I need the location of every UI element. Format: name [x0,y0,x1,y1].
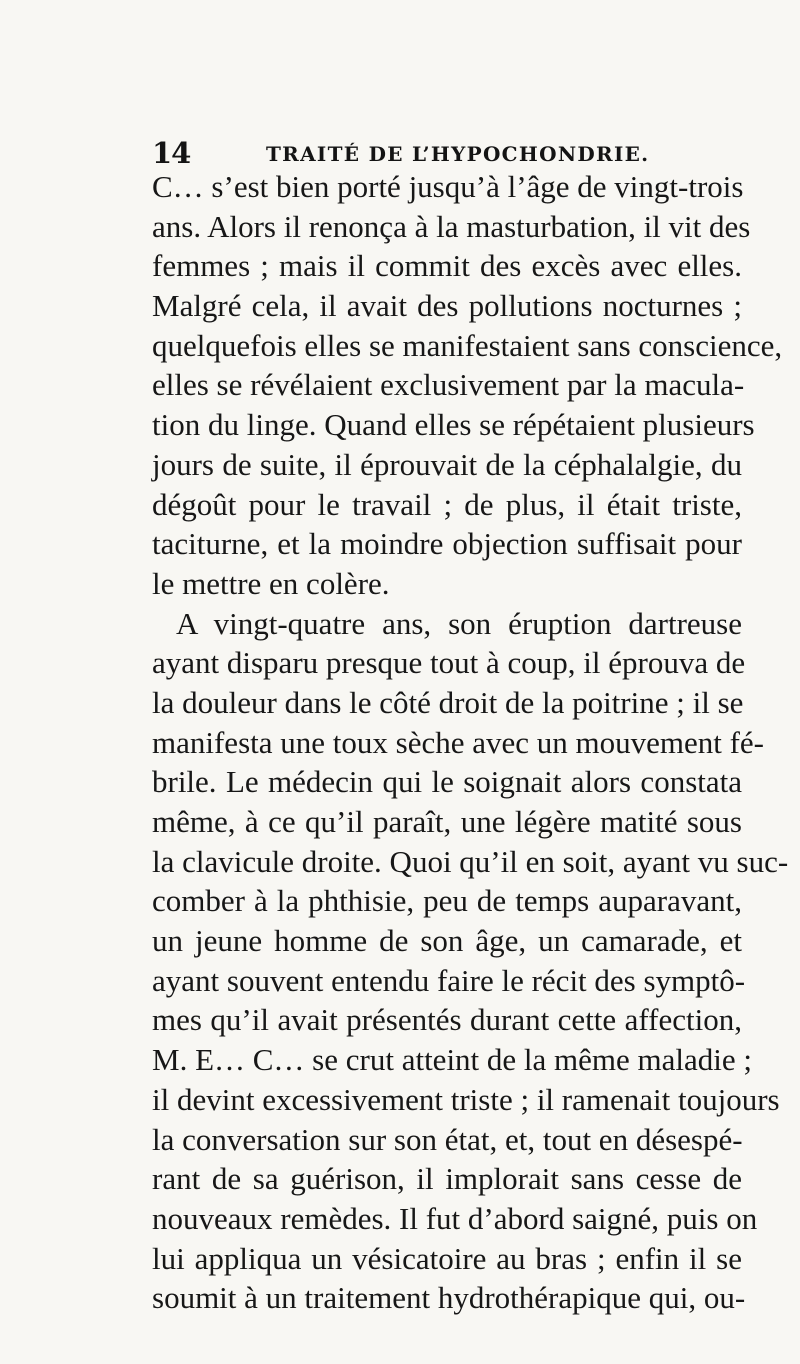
text-line: Malgré cela, il avait des pollutions nocturnes ; [152,288,742,324]
text-line: mes qu’il avait présentés durant cette affection, [152,1002,742,1038]
text-line: le mettre en colère. [152,565,390,601]
text-line: C… s’est bien porté jusqu’à l’âge de vingt-trois [152,169,744,204]
text-line: ans. Alors il renonça à la masturbation, il vit des [152,208,751,244]
running-title: TRAITÉ DE L’HYPOCHONDRIE. [266,142,650,166]
text-line: ayant disparu presque tout à coup, il éprouva de [152,645,746,681]
text-line: lui appliqua un vésicatoire au bras ; enfin il se [152,1240,742,1276]
text-line: même, à ce qu’il paraît, une légère matité sous [152,804,742,839]
text-line: la clavicule droite. Quoi qu’il en soit, ayant vu suc- [152,843,789,879]
text-line: nouveaux remèdes. Il fut d’abord saigné, puis on [152,1200,758,1236]
text-line: dégoût pour le travail ; de plus, il était triste, [152,486,742,522]
text-line: femmes ; mais il commit des excès avec elles. [152,248,742,284]
text-line: quelquefois elles se manifestaient sans conscience, [152,327,783,363]
text-line: jours de suite, il éprouvait de la céphalalgie, du [152,446,742,482]
text-line: rant de sa guérison, il implorait sans cesse de [152,1161,742,1197]
text-line: la conversation sur son état, et, tout en désespé- [152,1121,743,1157]
text-line: comber à la phthisie, peu de temps auparavant, [152,883,742,919]
text-line: ayant souvent entendu faire le récit des symptô- [152,962,746,998]
body-text [152,167,789,1318]
text-line: elles se révélaient exclusivement par la macula- [152,367,745,403]
text-line: la douleur dans le côté droit de la poitrine ; il se [152,684,744,720]
text-line: A vingt-quatre ans, son éruption dartreuse [176,605,742,641]
page-number: 14 [152,136,191,170]
text-line: il devint excessivement triste ; il ramenait toujours [152,1081,780,1117]
text-line: soumit à un traitement hydrothérapique qui, ou- [152,1280,746,1316]
text-line: M. E… C… se crut atteint de la même maladie ; [152,1042,753,1078]
text-line: brile. Le médecin qui le soignait alors constata [152,764,742,800]
text-line: manifesta une toux sèche avec un mouvement fé- [152,724,765,760]
text-line: un jeune homme de son âge, un camarade, et [152,923,742,959]
text-line: tion du linge. Quand elles se répétaient plusieurs [152,407,755,443]
text-line: taciturne, et la moindre objection suffisait pour [152,526,742,562]
